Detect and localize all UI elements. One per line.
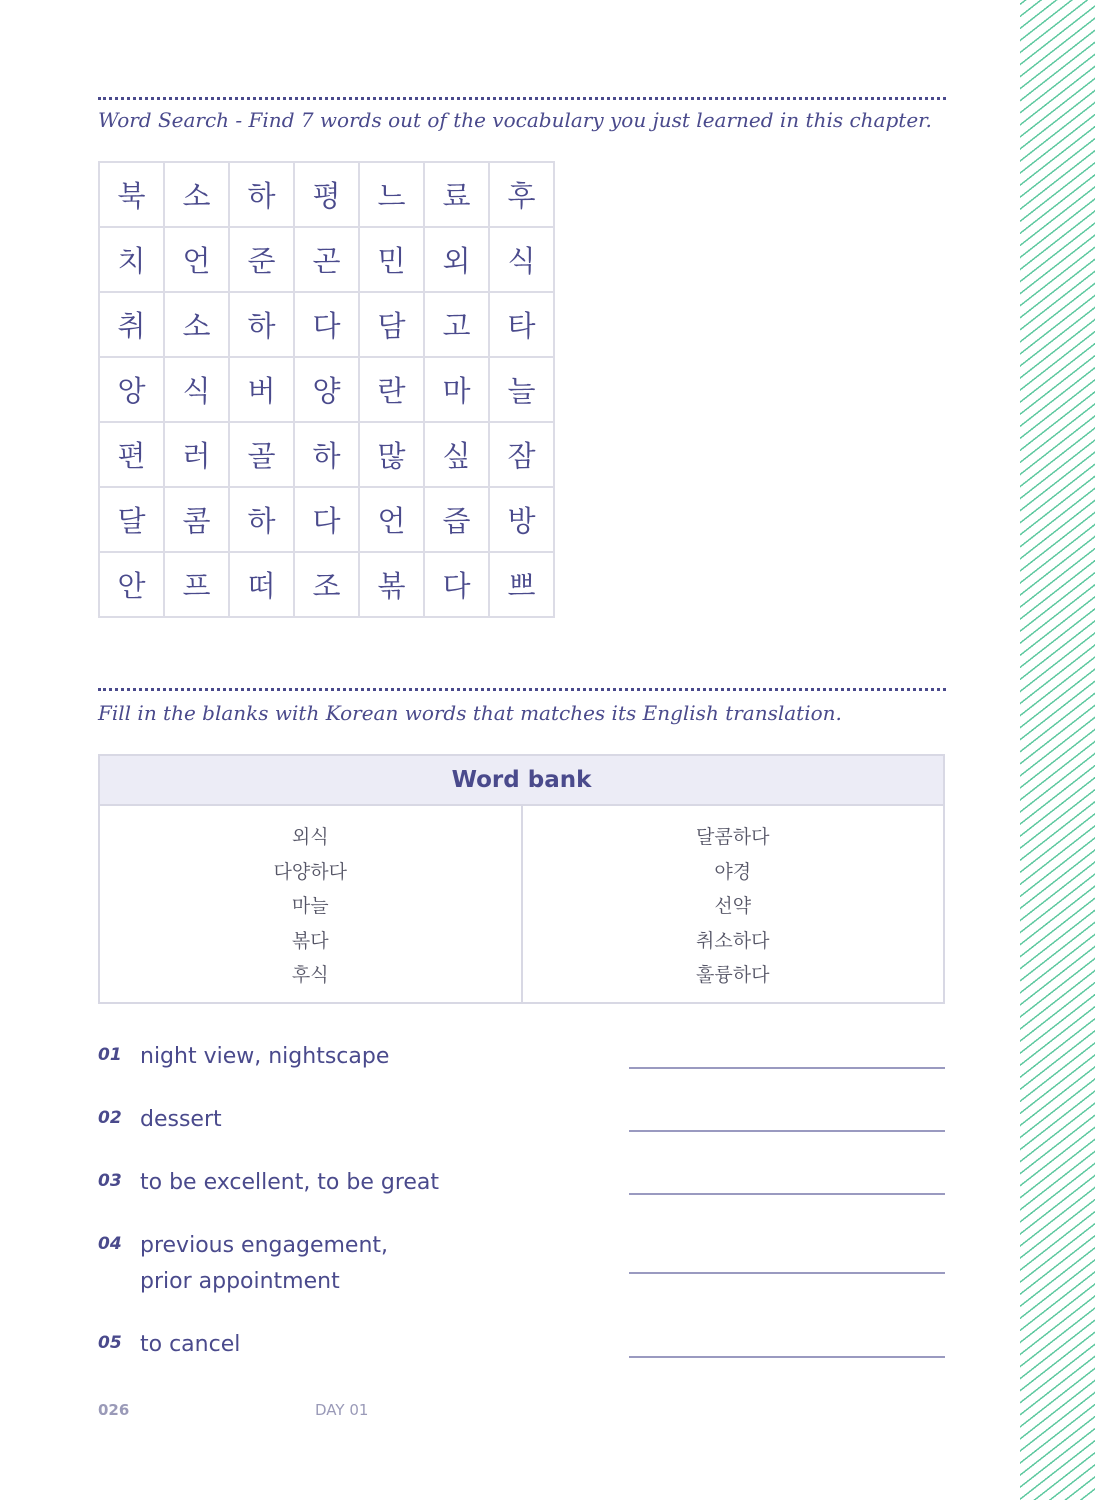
word-search-grid	[98, 161, 555, 618]
word-bank	[98, 754, 945, 1004]
grid-cell[interactable]: 조	[295, 553, 358, 616]
answer-blank-02[interactable]	[629, 1130, 945, 1132]
word-search-instruction: Word Search - Find 7 words out of the vocabulary you just learned in this chapter.	[98, 108, 932, 132]
section-divider-word-search	[98, 97, 946, 100]
word-bank-item: 선약	[714, 895, 752, 917]
grid-cell[interactable]: 쁘	[490, 553, 553, 616]
grid-cell[interactable]: 타	[490, 293, 553, 356]
question-number: 04	[98, 1234, 122, 1254]
grid-cell[interactable]: 소	[165, 293, 228, 356]
grid-cell[interactable]: 하	[295, 423, 358, 486]
grid-cell[interactable]: 프	[165, 553, 228, 616]
grid-cell[interactable]: 늘	[490, 358, 553, 421]
answer-blank-01[interactable]	[629, 1067, 945, 1069]
grid-cell[interactable]: 담	[360, 293, 423, 356]
grid-cell[interactable]: 곤	[295, 228, 358, 291]
word-bank-title: Word bank	[100, 756, 943, 806]
grid-cell[interactable]: 느	[360, 163, 423, 226]
question-number: 03	[98, 1171, 122, 1191]
grid-cell[interactable]: 란	[360, 358, 423, 421]
grid-cell[interactable]: 민	[360, 228, 423, 291]
decorative-stripes	[1020, 0, 1095, 1500]
answer-blank-05[interactable]	[629, 1356, 945, 1358]
word-bank-item: 훌륭하다	[696, 964, 770, 986]
answer-blank-03[interactable]	[629, 1193, 945, 1195]
word-bank-item: 볶다	[291, 929, 329, 952]
grid-cell[interactable]: 치	[100, 228, 163, 291]
word-bank-left-column	[100, 806, 521, 1002]
grid-cell[interactable]: 방	[490, 488, 553, 551]
question-text: to cancel	[140, 1332, 241, 1357]
word-bank-item: 달콤하다	[696, 826, 770, 848]
grid-cell[interactable]: 안	[100, 553, 163, 616]
fill-blanks-instruction: Fill in the blanks with Korean words that matches its English translation.	[98, 701, 842, 725]
grid-cell[interactable]: 취	[100, 293, 163, 356]
grid-cell[interactable]: 다	[295, 488, 358, 551]
grid-cell[interactable]: 마	[425, 358, 488, 421]
question-number: 02	[98, 1108, 122, 1128]
grid-cell[interactable]: 많	[360, 423, 423, 486]
section-label: DAY 01	[315, 1401, 369, 1419]
grid-cell[interactable]: 북	[100, 163, 163, 226]
grid-cell[interactable]: 후	[490, 163, 553, 226]
question-text: previous engagement, prior appointment	[140, 1233, 389, 1294]
word-bank-item: 취소하다	[696, 929, 770, 952]
word-bank-item: 야경	[714, 860, 752, 883]
grid-cell[interactable]: 러	[165, 423, 228, 486]
grid-cell[interactable]: 다	[425, 553, 488, 616]
grid-cell[interactable]: 외	[425, 228, 488, 291]
grid-cell[interactable]: 다	[295, 293, 358, 356]
grid-cell[interactable]: 하	[230, 488, 293, 551]
section-divider-fill-blanks	[98, 688, 946, 691]
grid-cell[interactable]: 떠	[230, 553, 293, 616]
answer-blank-04[interactable]	[629, 1272, 945, 1274]
grid-cell[interactable]: 하	[230, 293, 293, 356]
grid-cell[interactable]: 식	[490, 228, 553, 291]
grid-cell[interactable]: 언	[360, 488, 423, 551]
word-bank-item: 마늘	[291, 895, 329, 917]
grid-cell[interactable]: 양	[295, 358, 358, 421]
grid-cell[interactable]: 편	[100, 423, 163, 486]
grid-cell[interactable]: 료	[425, 163, 488, 226]
question-text: night view, nightscape	[140, 1044, 390, 1069]
grid-cell[interactable]: 소	[165, 163, 228, 226]
grid-cell[interactable]: 고	[425, 293, 488, 356]
grid-cell[interactable]: 하	[230, 163, 293, 226]
page-number: 026	[98, 1401, 130, 1419]
grid-cell[interactable]: 볶	[360, 553, 423, 616]
grid-cell[interactable]: 잠	[490, 423, 553, 486]
word-bank-item: 후식	[291, 964, 329, 986]
word-bank-item: 다양하다	[273, 860, 347, 883]
question-number: 05	[98, 1333, 122, 1353]
grid-cell[interactable]: 싶	[425, 423, 488, 486]
grid-cell[interactable]: 달	[100, 488, 163, 551]
grid-cell[interactable]: 골	[230, 423, 293, 486]
grid-cell[interactable]: 버	[230, 358, 293, 421]
grid-cell[interactable]: 언	[165, 228, 228, 291]
question-text: to be excellent, to be great	[140, 1170, 440, 1195]
grid-cell[interactable]: 식	[165, 358, 228, 421]
grid-cell[interactable]: 앙	[100, 358, 163, 421]
grid-cell[interactable]: 즙	[425, 488, 488, 551]
word-bank-right-column	[521, 806, 944, 1002]
grid-cell[interactable]: 평	[295, 163, 358, 226]
question-text: dessert	[140, 1107, 222, 1132]
grid-cell[interactable]: 콤	[165, 488, 228, 551]
grid-cell[interactable]: 준	[230, 228, 293, 291]
question-number: 01	[98, 1045, 122, 1065]
word-bank-item: 외식	[291, 826, 329, 848]
